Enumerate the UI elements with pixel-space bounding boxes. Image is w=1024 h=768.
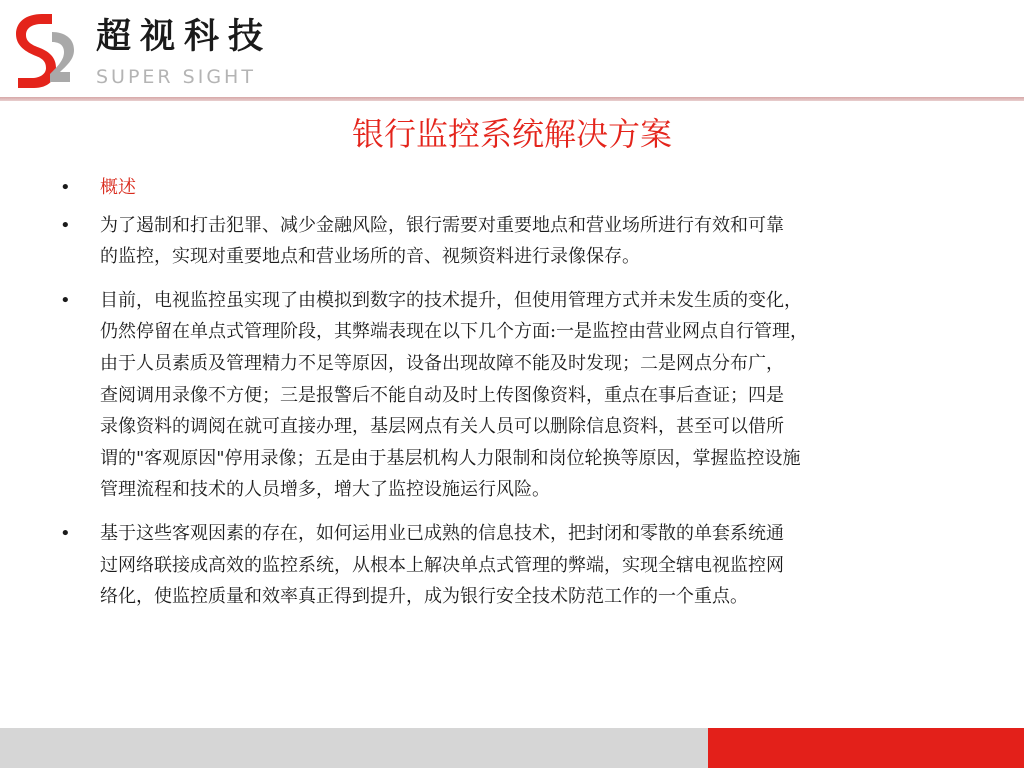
bullet-text: 基于这些客观因素的存在，如何运用业已成熟的信息技术，把封闭和零散的单套系统通 过网络联接成高效的监控系统，从根本上解决单点式管理的弊端，实现全辖电视监控网 络化，使监控质量和效率真正得到提升，成为银行安全技术防范工作的一个重点。 [100, 522, 784, 608]
bullet-item-current-problems [60, 285, 990, 506]
brand-logo [12, 8, 272, 94]
bullet-item-purpose [60, 210, 990, 273]
bullet-text: 目前，电视监控虽实现了由模拟到数字的技术提升，但使用管理方式并未发生质的变化， 仍然停留在单点式管理阶段，其弊端表现在以下几个方面:一是监控由营业网点自行管理， 由于人员素质及管理精力不足等原因，设备出现故障不能及时发现；二是网点分布广， 查阅调用录像不方便；三是报警后不能自动及时上传图像资料，重点在事后查证；四是 录像资料的调阅在就可直接办理，基层网点有关人员可以删除信息资料，甚至可以借所 谓的"客观原因"停用录像；五是由于基层机构人力限制和岗位轮换等原因，掌握监控设施 管理流程和技术的人员增多，增大了监控设施运行风险。 [100, 289, 809, 501]
bullet-dot-icon: • [60, 522, 71, 544]
header-divider [0, 97, 1024, 101]
bullet-item-overview [60, 172, 990, 204]
brand-name-cn: 超视科技 [96, 17, 273, 57]
bullet-text: 为了遏制和打击犯罪、减少金融风险，银行需要对重要地点和营业场所进行有效和可靠 的监控，实现对重要地点和营业场所的音、视频资料进行录像保存。 [100, 214, 784, 268]
slide-title: 银行监控系统解决方案 [351, 115, 672, 153]
bullet-dot-icon: • [60, 289, 71, 311]
brand-name-en: SUPER SIGHT [96, 66, 256, 88]
super-sight-logo-icon [12, 10, 78, 92]
bullet-text: 概述 [100, 177, 136, 198]
footer-bar-gray [0, 728, 708, 768]
footer-bar-red [708, 728, 1024, 768]
bullet-list [60, 172, 990, 625]
bullet-item-solution [60, 518, 990, 613]
bullet-dot-icon: • [60, 214, 71, 236]
bullet-dot-icon: • [60, 177, 71, 198]
